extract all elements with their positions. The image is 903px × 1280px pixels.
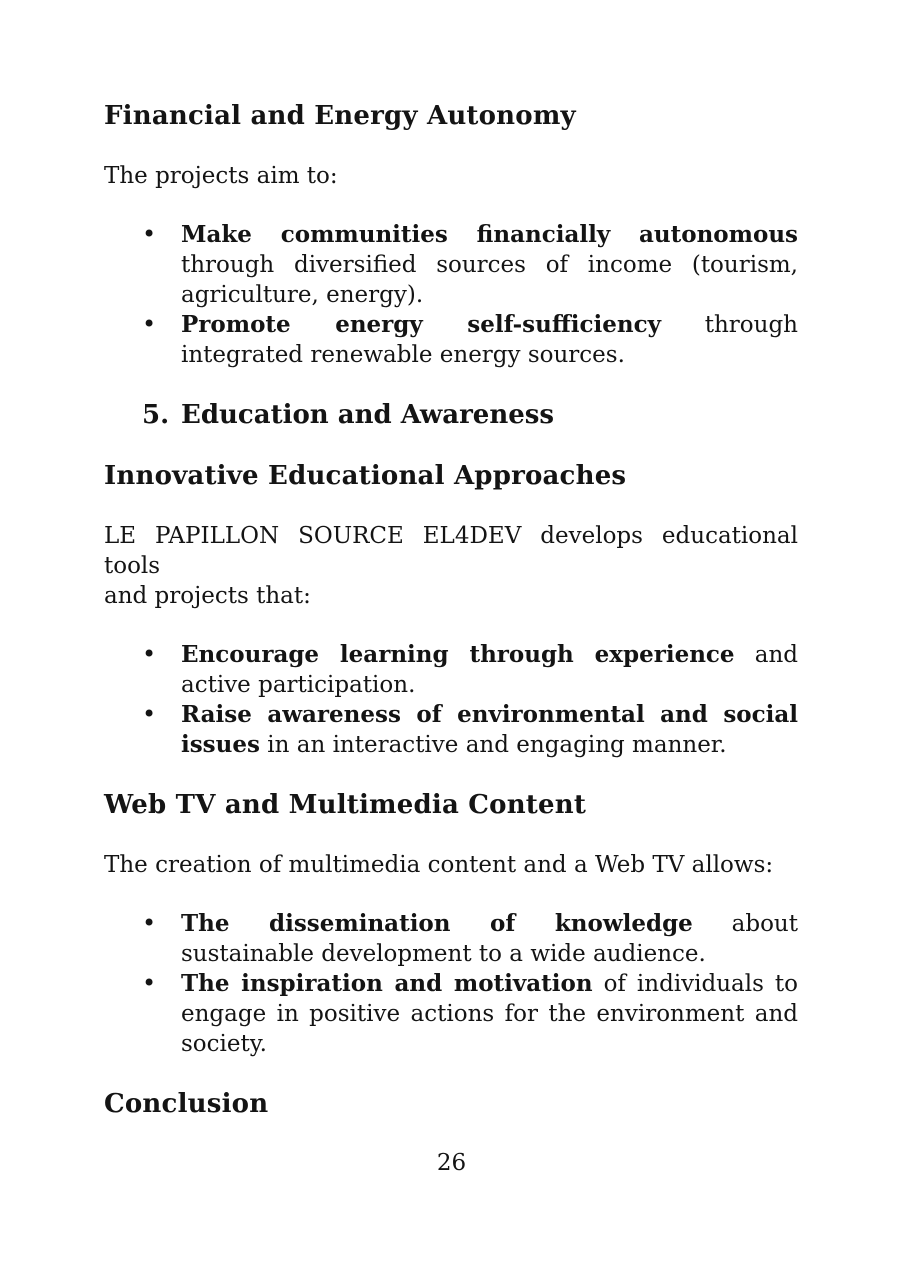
bullet-icon: • [142,700,157,728]
text-segment: The dissemination of knowledge [181,910,693,937]
heading-number: 5. [142,400,170,430]
text-segment: through [660,312,798,338]
text-line [181,1029,798,1059]
text-segment: society. [181,1031,267,1057]
text-segment: engage in positive actions for the environment and [181,1001,798,1027]
text-segment: issues [181,731,260,758]
section-heading-innovative-educational: Innovative Educational Approaches [104,461,627,491]
bullet-list-web-tv [104,909,798,1059]
text-segment: agriculture, energy). [181,282,424,308]
bullet-list-financial [104,220,798,370]
text-segment: The projects aim to: [104,163,338,189]
text-line [181,969,798,999]
section-heading-conclusion: Conclusion [104,1089,269,1119]
text-segment: Make communities financially autonomous [181,221,798,248]
text-line [181,909,798,939]
text-segment: of individuals to [592,971,798,997]
list-item [142,310,798,370]
list-item [142,640,799,700]
list-item [142,909,798,969]
text-line [181,999,798,1029]
text-segment: active participation. [181,672,416,698]
section-heading-web-tv: Web TV and Multimedia Content [104,790,587,820]
text-segment: Raise awareness of environmental and social [181,701,798,728]
list-item [142,220,798,310]
text-line [181,220,798,250]
text-line [181,250,798,280]
text-line [104,161,798,191]
paragraph-projects-aim [104,161,798,191]
text-segment: Encourage learning through experience [181,641,735,668]
bullet-icon: • [142,220,157,248]
text-line [181,640,798,670]
list-item [142,969,798,1059]
text-line [104,521,798,581]
text-segment: LE PAPILLON SOURCE EL4DEV develops educational tools [104,523,798,579]
text-line [104,850,798,880]
section-heading-financial-energy-autonomy: Financial and Energy Autonomy [104,101,576,131]
text-line [104,581,798,611]
page-content [104,100,798,1120]
bullet-icon: • [142,640,157,668]
text-segment: Promote energy self-sufficiency [181,311,661,338]
paragraph-multimedia-creation [104,850,798,880]
text-segment: through diversified sources of income (tourism, [181,252,798,278]
list-item [142,700,798,760]
text-segment: The inspiration and motivation [181,970,593,997]
text-segment: and [734,642,799,668]
bullet-list-education [104,640,798,760]
bullet-icon: • [142,969,157,997]
heading-text: Education and Awareness [181,400,555,430]
bullet-icon: • [142,310,157,338]
text-line [181,670,798,700]
bullet-icon: • [142,909,157,937]
text-segment: and projects that: [104,583,311,609]
text-segment: The creation of multimedia content and a Web TV allows: [104,852,774,878]
text-segment: integrated renewable energy sources. [181,342,625,368]
page-number: 26 [436,1150,467,1176]
text-segment: about [692,911,798,937]
text-line [181,700,798,730]
text-line [181,939,798,969]
text-line [181,310,798,340]
text-segment: sustainable development to a wide audience. [181,941,706,967]
text-segment: in an interactive and engaging manner. [259,732,727,758]
section-heading-education-awareness [104,399,798,431]
text-line [181,280,798,310]
paragraph-le-papillon [104,521,798,611]
text-line [181,340,798,370]
text-line [181,730,798,760]
